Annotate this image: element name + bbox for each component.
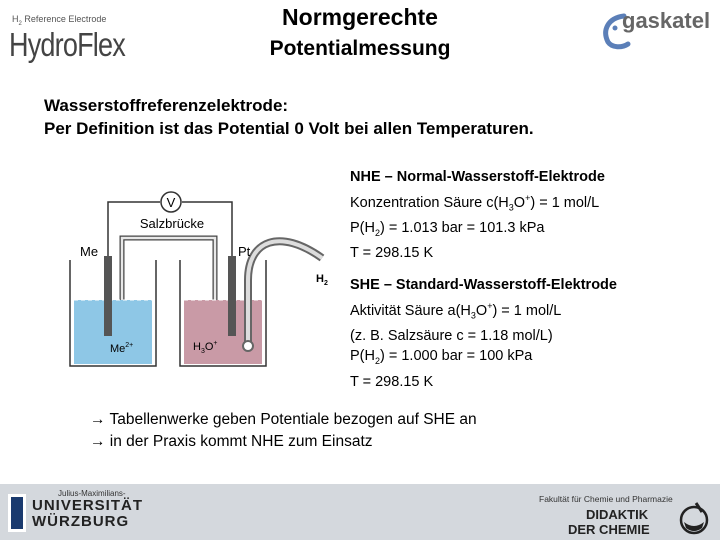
nhe-pressure: $P(H_2) = 1.013$ bar = 101.3 kPa (350, 219, 545, 238)
she-pressure: $P(H_2) = 1.000$ bar = 100 kPa (350, 348, 533, 367)
university-name-line1: UNIVERSITÄT (32, 497, 144, 514)
electrode-right-label: Pt (238, 244, 251, 259)
gas-label: $H_2$ (316, 273, 328, 287)
ion-right-label: $H_3O^+$ (193, 340, 218, 355)
she-example: (z. B. Salzsäure c = 1.18 mol/L) (350, 327, 553, 344)
electrode-left-label: Me (80, 244, 99, 259)
chemistry-flask-icon (676, 500, 712, 536)
metal-electrode (104, 256, 112, 336)
intro-definition: Per Definition ist das Potential 0 Volt bei allen Temperaturen. (44, 119, 534, 138)
ion-left-label: $Me^{2+}$ (110, 342, 134, 355)
nhe-temperature: T = 298.15 K (350, 245, 434, 262)
brand-subtitle: $H_2$ Reference Electrode (12, 14, 107, 27)
university-emblem-icon (8, 494, 26, 532)
slide-title-line2: Potentialmessung (269, 37, 451, 60)
she-heading: SHE – Standard-Wasserstoff-Elektrode (350, 277, 617, 293)
nhe-block (350, 167, 605, 264)
intro-heading: Wasserstoffreferenzelektrode: (44, 96, 289, 115)
salt-bridge-label: Salzbrücke (139, 216, 205, 231)
galvanic-cell-diagram (60, 180, 340, 380)
nhe-heading: NHE – Normal-Wasserstoff-Elektrode (350, 169, 605, 185)
she-temperature: T = 298.15 K (350, 373, 434, 390)
company-logo-text: gaskatel (622, 8, 711, 33)
note-line1: → Tabellenwerke geben Potentiale bezogen auf SHE an (90, 411, 477, 428)
note-line2: → in der Praxis kommt NHE zum Einsatz (90, 433, 373, 450)
arrow-right-icon: → (90, 433, 106, 450)
university-prefix: Julius-Maximilians- (58, 489, 126, 498)
university-name-line2: WÜRZBURG (32, 513, 130, 530)
she-activity: Aktivität Säure $a(H_3O^+) = 1$ mol/L (350, 300, 562, 321)
didaktik-line2: DER CHEMIE (568, 522, 650, 537)
she-block (350, 275, 617, 392)
slide-title-line1: Normgerechte (282, 4, 438, 30)
platinum-electrode (228, 256, 236, 336)
didaktik-line1: DIDAKTIK (586, 507, 649, 522)
voltmeter-label: V (166, 195, 176, 210)
nhe-concentration: Konzentration Säure $c(H_3O^+) = 1$ mol/L (350, 192, 600, 213)
brand-logo-text: HydroFlex (9, 26, 125, 63)
faculty-name: Fakultät für Chemie und Pharmazie (539, 494, 673, 504)
arrow-right-icon: → (90, 411, 106, 428)
